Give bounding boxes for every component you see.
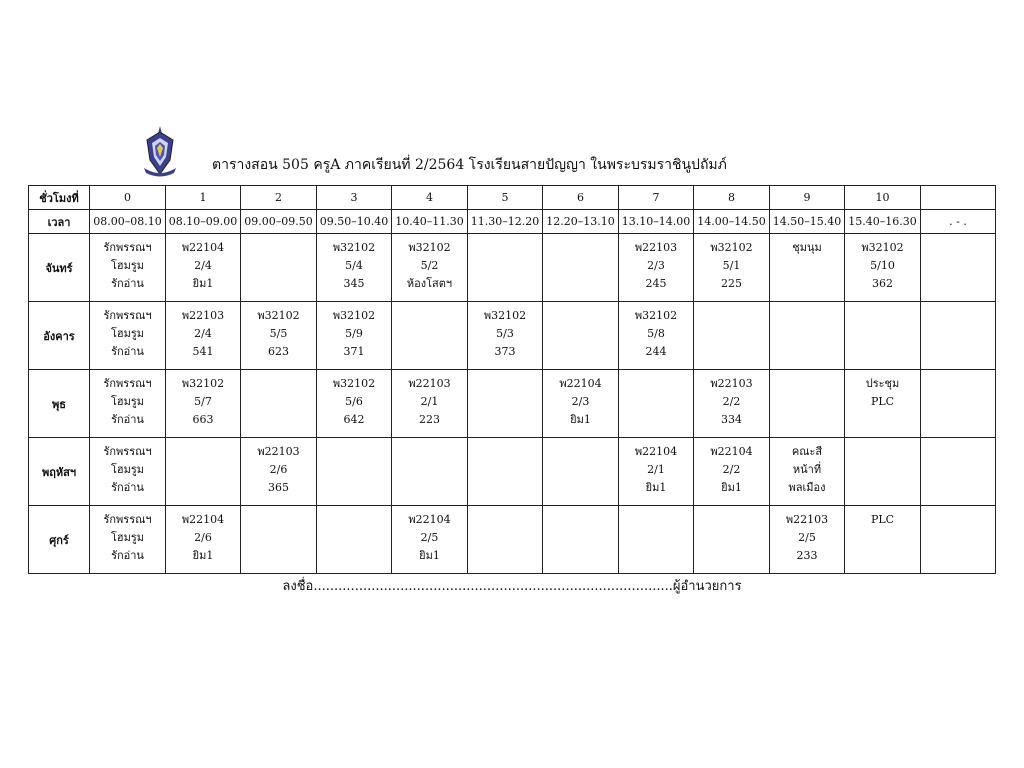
class-slot-line: ยิม1: [419, 549, 440, 562]
class-slot-line: พ22103: [710, 377, 753, 390]
class-slot-line: พ32102: [710, 241, 753, 254]
class-slot: [241, 438, 317, 506]
class-slot-line: คณะสี: [791, 445, 823, 458]
class-slot-line: พ32102: [257, 309, 300, 322]
period-number: [921, 186, 996, 210]
period-time: 13.10–14.00: [619, 210, 694, 234]
class-slot-line: 225: [721, 277, 742, 290]
class-slot: [166, 234, 241, 302]
period-time: . - .: [921, 210, 996, 234]
class-slot-line: 5/9: [345, 327, 363, 340]
activity-line: รักพรรณฯ: [103, 241, 152, 254]
period-time: 08.00–08.10: [90, 210, 166, 234]
class-slot-line: พลเมือง: [788, 481, 826, 494]
class-slot-line: พ22103: [257, 445, 300, 458]
class-slot-line: 5/3: [496, 327, 514, 340]
class-slot-line: 373: [494, 345, 516, 358]
activity-line: รักอ่าน: [111, 413, 144, 426]
activity-line: รักพรรณฯ: [103, 445, 152, 458]
class-slot-line: ห้องโสตฯ: [406, 277, 453, 290]
class-slot-line: PLC: [870, 513, 895, 526]
time-label: เวลา: [29, 210, 90, 234]
class-slot: [468, 302, 543, 370]
class-slot: [619, 370, 694, 438]
activity-line: โฮมรูม: [110, 395, 145, 408]
class-slot-line: 5/2: [420, 259, 439, 272]
class-slot: [543, 234, 619, 302]
period-number: 5: [468, 186, 543, 210]
class-slot: [921, 370, 996, 438]
period-number: 6: [543, 186, 619, 210]
class-slot-line: 2/2: [722, 395, 741, 408]
day-row: [29, 438, 996, 506]
activity-line: รักอ่าน: [111, 549, 144, 562]
class-slot: [921, 438, 996, 506]
activity-line: รักพรรณฯ: [103, 309, 152, 322]
period-time: 12.20–13.10: [543, 210, 619, 234]
class-slot: [317, 234, 392, 302]
class-slot: [392, 506, 468, 574]
class-slot: [468, 438, 543, 506]
period-number: 9: [770, 186, 845, 210]
class-slot: [694, 302, 770, 370]
period-time: 11.30–12.20: [468, 210, 543, 234]
class-slot: [694, 234, 770, 302]
class-slot: [845, 234, 921, 302]
homeroom-activity-cell: [90, 438, 166, 506]
period-label: ชั่วโมงที่: [29, 186, 90, 210]
class-slot-line: พ22104: [559, 377, 602, 390]
class-slot-line: ยิม1: [570, 413, 591, 426]
day-row: [29, 302, 996, 370]
class-slot-line: 5/10: [870, 259, 895, 272]
period-time: 09.00–09.50: [241, 210, 317, 234]
class-slot: [770, 438, 845, 506]
day-name: ศุกร์: [29, 506, 90, 574]
class-slot: [543, 302, 619, 370]
class-slot-line: ประชุม: [865, 377, 900, 390]
class-slot-line: พ32102: [408, 241, 451, 254]
day-row: [29, 506, 996, 574]
class-slot: [770, 302, 845, 370]
class-slot: [921, 506, 996, 574]
homeroom-activity-cell: [90, 302, 166, 370]
period-number: 3: [317, 186, 392, 210]
class-slot-line: 5/7: [194, 395, 212, 408]
class-slot: [166, 438, 241, 506]
class-slot: [921, 234, 996, 302]
signature-line: ลงชื่อ.......................................................................................ผู้อำนวยการ: [282, 579, 742, 594]
activity-line: รักพรรณฯ: [103, 513, 152, 526]
period-number: 2: [241, 186, 317, 210]
period-time: 15.40–16.30: [845, 210, 921, 234]
class-slot: [468, 506, 543, 574]
class-slot: [241, 302, 317, 370]
time-header-row: [29, 210, 996, 234]
class-slot-line: 5/5: [269, 327, 288, 340]
day-name: จันทร์: [29, 234, 90, 302]
day-name: พฤหัสฯ: [29, 438, 90, 506]
class-slot-line: 2/5: [798, 531, 816, 544]
period-number: 4: [392, 186, 468, 210]
class-slot-line: 223: [419, 413, 440, 426]
day-row: [29, 370, 996, 438]
day-name: พุธ: [29, 370, 90, 438]
class-slot: [845, 506, 921, 574]
class-slot-line: พ22104: [181, 513, 225, 526]
class-slot-line: พ32102: [634, 309, 678, 322]
period-time: 10.40–11.30: [392, 210, 468, 234]
period-number: 7: [619, 186, 694, 210]
class-slot: [845, 370, 921, 438]
period-number: 0: [90, 186, 166, 210]
class-slot-line: พ22103: [634, 241, 678, 254]
class-slot: [694, 506, 770, 574]
class-slot-line: 2/2: [722, 463, 741, 476]
activity-line: รักอ่าน: [111, 345, 144, 358]
period-number: 10: [845, 186, 921, 210]
day-name: อังคาร: [29, 302, 90, 370]
class-slot-line: ยิม1: [645, 481, 667, 494]
class-slot: [694, 438, 770, 506]
class-slot: [619, 438, 694, 506]
activity-line: รักอ่าน: [111, 277, 144, 290]
class-slot-line: 2/1: [647, 463, 665, 476]
period-number: 1: [166, 186, 241, 210]
document-header: [140, 124, 840, 180]
class-slot: [241, 506, 317, 574]
school-emblem-icon: [140, 124, 180, 180]
period-time: 09.50–10.40: [317, 210, 392, 234]
class-slot-line: 245: [645, 277, 667, 290]
activity-line: รักอ่าน: [111, 481, 144, 494]
class-slot-line: 362: [872, 277, 893, 290]
class-slot-line: พ22103: [408, 377, 451, 390]
period-header-row: [29, 186, 996, 210]
class-slot-line: 334: [721, 413, 742, 426]
class-slot: [468, 234, 543, 302]
class-slot-line: 663: [192, 413, 214, 426]
class-slot: [468, 370, 543, 438]
class-slot-line: พ22104: [181, 241, 225, 254]
class-slot-line: 2/6: [269, 463, 288, 476]
class-slot-line: 2/1: [420, 395, 439, 408]
class-slot: [921, 302, 996, 370]
class-slot: [619, 234, 694, 302]
class-slot-line: 5/4: [345, 259, 363, 272]
class-slot: [392, 234, 468, 302]
class-slot-line: 2/5: [420, 531, 439, 544]
class-slot-line: 2/4: [194, 327, 212, 340]
activity-line: รักพรรณฯ: [103, 377, 152, 390]
class-slot-line: พ22104: [408, 513, 451, 526]
class-slot: [770, 234, 845, 302]
class-slot-line: 2/6: [194, 531, 212, 544]
class-slot: [166, 302, 241, 370]
class-slot-line: พ32102: [861, 241, 904, 254]
class-slot: [619, 506, 694, 574]
class-slot-line: พ22103: [785, 513, 829, 526]
class-slot: [241, 234, 317, 302]
class-slot-line: 345: [343, 277, 365, 290]
period-time: 14.00–14.50: [694, 210, 770, 234]
period-number: 8: [694, 186, 770, 210]
class-slot-line: พ22104: [710, 445, 753, 458]
class-slot: [619, 302, 694, 370]
class-slot-line: 623: [268, 345, 289, 358]
class-slot-line: 233: [796, 549, 818, 562]
class-slot: [694, 370, 770, 438]
class-slot-line: 541: [192, 345, 214, 358]
class-slot: [845, 438, 921, 506]
class-slot-line: พ32102: [483, 309, 527, 322]
activity-line: โฮมรูม: [110, 327, 145, 340]
class-slot-line: 642: [343, 413, 365, 426]
timetable: [28, 185, 996, 574]
activity-line: โฮมรูม: [110, 531, 145, 544]
period-time: 08.10–09.00: [166, 210, 241, 234]
homeroom-activity-cell: [90, 506, 166, 574]
class-slot-line: 5/1: [722, 259, 741, 272]
class-slot: [317, 370, 392, 438]
class-slot-line: ยิม1: [721, 481, 742, 494]
class-slot-line: พ32102: [332, 241, 376, 254]
class-slot-line: พ32102: [332, 377, 376, 390]
class-slot-line: 2/3: [647, 259, 665, 272]
page-title: ตารางสอน 505 ครูA ภาคเรียนที่ 2/2564 โรงเรียนสายปัญญา ในพระบรมราชินูปถัมภ์: [212, 157, 727, 173]
period-time: 14.50–15.40: [770, 210, 845, 234]
class-slot: [241, 370, 317, 438]
class-slot-line: ยิม1: [192, 549, 214, 562]
class-slot: [543, 506, 619, 574]
class-slot-line: 2/3: [571, 395, 590, 408]
class-slot: [317, 506, 392, 574]
class-slot: [317, 302, 392, 370]
class-slot: [770, 506, 845, 574]
class-slot: [392, 438, 468, 506]
class-slot-line: หน้าที่: [792, 463, 822, 476]
class-slot-line: 365: [268, 481, 289, 494]
class-slot: [543, 370, 619, 438]
class-slot-line: 5/8: [647, 327, 665, 340]
class-slot: [166, 370, 241, 438]
class-slot: [845, 302, 921, 370]
class-slot-line: 371: [343, 345, 365, 358]
class-slot: [166, 506, 241, 574]
class-slot-line: 2/4: [194, 259, 212, 272]
class-slot-line: ชุมนุม: [792, 241, 822, 254]
class-slot-line: 5/6: [345, 395, 363, 408]
homeroom-activity-cell: [90, 234, 166, 302]
class-slot: [392, 302, 468, 370]
homeroom-activity-cell: [90, 370, 166, 438]
class-slot-line: 244: [645, 345, 667, 358]
class-slot-line: พ32102: [181, 377, 225, 390]
class-slot: [317, 438, 392, 506]
class-slot: [392, 370, 468, 438]
activity-line: โฮมรูม: [110, 259, 145, 272]
day-row: [29, 234, 996, 302]
activity-line: โฮมรูม: [110, 463, 145, 476]
class-slot-line: พ22103: [181, 309, 225, 322]
class-slot-line: ยิม1: [192, 277, 214, 290]
class-slot-line: PLC: [870, 395, 895, 408]
class-slot: [543, 438, 619, 506]
class-slot: [770, 370, 845, 438]
class-slot-line: พ32102: [332, 309, 376, 322]
class-slot-line: พ22104: [634, 445, 678, 458]
